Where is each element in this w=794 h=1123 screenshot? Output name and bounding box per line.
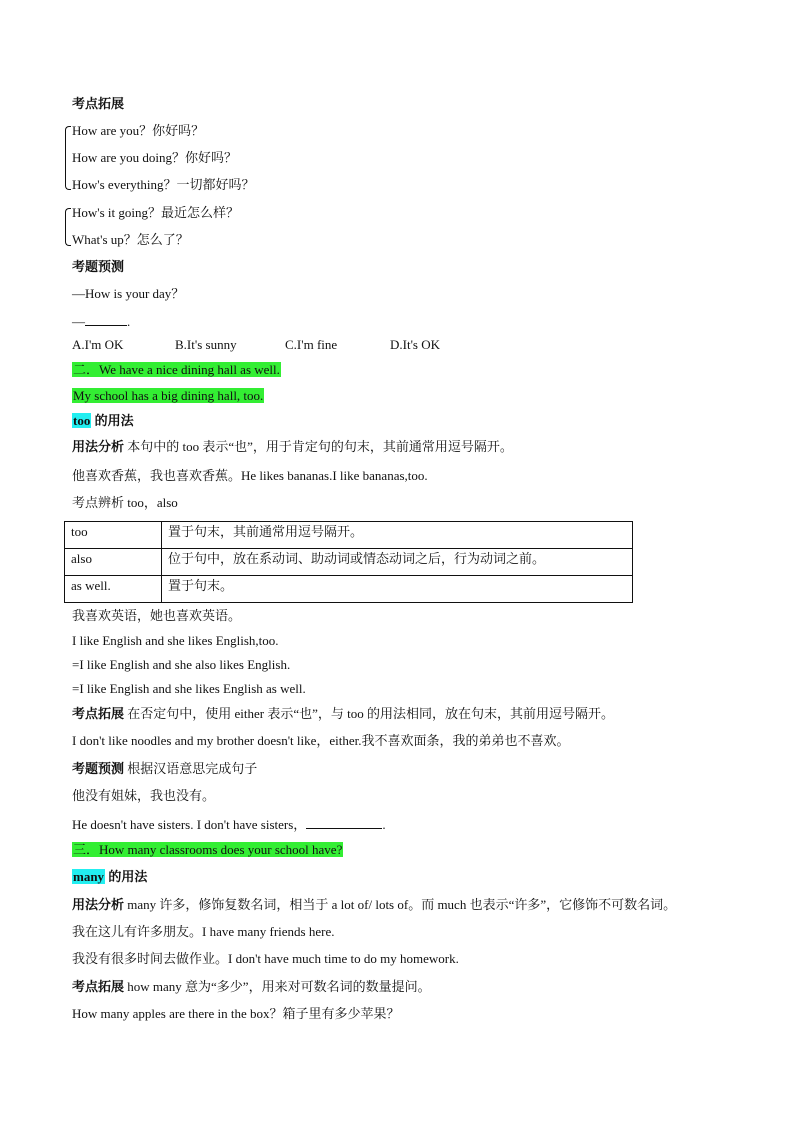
usage-title: 的用法 [94,413,134,428]
ext-text: 在否定句中，使用 either 表示“也”，与 too 的用法相同，放在句末，其前用逗号隔开。 [127,706,615,721]
table-row [65,549,633,576]
either-example: I don't like noodles and my brother doesn't like，either.我不喜欢面条，我的弟弟也不喜欢。 [72,733,570,748]
compare-title: 考点辨析 too，also [72,495,178,510]
option-c: C.I'm fine [285,337,338,352]
brace-group-2 [65,208,71,246]
en-example-1: I like English and she likes English,too. [72,633,279,648]
section-3-heading [72,841,343,859]
analysis-label: 用法分析 [72,439,125,454]
section-3-heading-text: 三．How many classrooms does your school have? [73,842,343,857]
word-many: many [73,869,105,884]
section-2-heading [72,361,281,379]
table-cell-desc: 置于句末。 [162,576,633,603]
zh-example: 我喜欢英语，她也喜欢英语。 [72,608,242,623]
table-cell-word: too [65,522,162,549]
many-example-1: 我在这儿有许多朋友。I have many friends here. [72,924,335,939]
section-2-example-text: My school has a big dining hall, too. [73,388,264,403]
many-analysis [72,896,676,914]
predict-end: . [382,817,386,832]
en-example-3: =I like English and she likes English as well. [72,681,306,696]
question-text: —How is your day？ [72,286,185,301]
analysis-text: many 许多，修饰复数名词，相当于 a lot of/ lots of。而 much 也表示“许多”，它修饰不可数名词。 [127,897,677,912]
usage-title: 的用法 [108,869,148,884]
predict-en [72,815,386,834]
too-analysis [72,438,513,456]
greeting-line: How are you？你好吗？ [72,123,205,138]
extension-title: 考点拓展 [72,96,125,111]
option-d: D.It's OK [390,337,441,352]
table-cell-desc: 位于句中，放在系动词、助动词或情态动词之后，行为动词之前。 [162,549,633,576]
greeting-line: How are you doing？你好吗？ [72,150,238,165]
table-cell-word: also [65,549,162,576]
answer-line [72,312,130,331]
predict-zh: 他没有姐妹，我也没有。 [72,788,216,803]
section-2-heading-text: 二．We have a nice dining hall as well. [73,362,280,377]
greeting-line: What's up？怎么了？ [72,232,189,247]
predict-2 [72,760,257,778]
brace-group-1 [65,126,71,190]
too-usage-title [72,412,134,430]
greeting-line: How's everything？一切都好吗？ [72,177,255,192]
answer-blank[interactable] [85,312,127,326]
ext-text: how many 意为“多少”，用来对可数名词的数量提问。 [127,979,431,994]
how-many-example: How many apples are there in the box？箱子里有多少苹果？ [72,1006,400,1021]
predict-en-text: He doesn't have sisters. I don't have sisters， [72,817,307,832]
analysis-label: 用法分析 [72,897,125,912]
too-example: 他喜欢香蕉，我也喜欢香蕉。He likes bananas.I like bananas,too. [72,468,428,483]
answer-suffix: . [127,314,131,329]
table-cell-word: as well. [65,576,162,603]
word-too: too [73,413,91,428]
answer-prefix: — [72,314,85,329]
table-row [65,576,633,603]
greeting-line: How's it going？最近怎么样？ [72,205,240,220]
predict-label: 考题预测 [72,761,125,776]
analysis-text: 本句中的 too 表示“也”，用于肯定句的句末，其前通常用逗号隔开。 [127,439,513,454]
option-a: A.I'm OK [72,337,124,352]
comparison-table [64,521,633,603]
table-row [65,522,633,549]
many-usage-title [72,868,147,886]
option-b: B.It's sunny [175,337,237,352]
en-example-2: =I like English and she also likes English. [72,657,291,672]
table-cell-desc: 置于句末，其前通常用逗号隔开。 [162,522,633,549]
ext-label: 考点拓展 [72,979,125,994]
options-row [72,336,492,354]
ext-label: 考点拓展 [72,706,125,721]
section-2-example [72,387,264,405]
predict-blank[interactable] [306,815,382,829]
many-example-2: 我没有很多时间去做作业。I don't have much time to do my homework. [72,951,459,966]
how-many-extension [72,978,431,996]
either-extension [72,705,614,723]
predict-text: 根据汉语意思完成句子 [127,761,258,776]
predict-title: 考题预测 [72,259,125,274]
